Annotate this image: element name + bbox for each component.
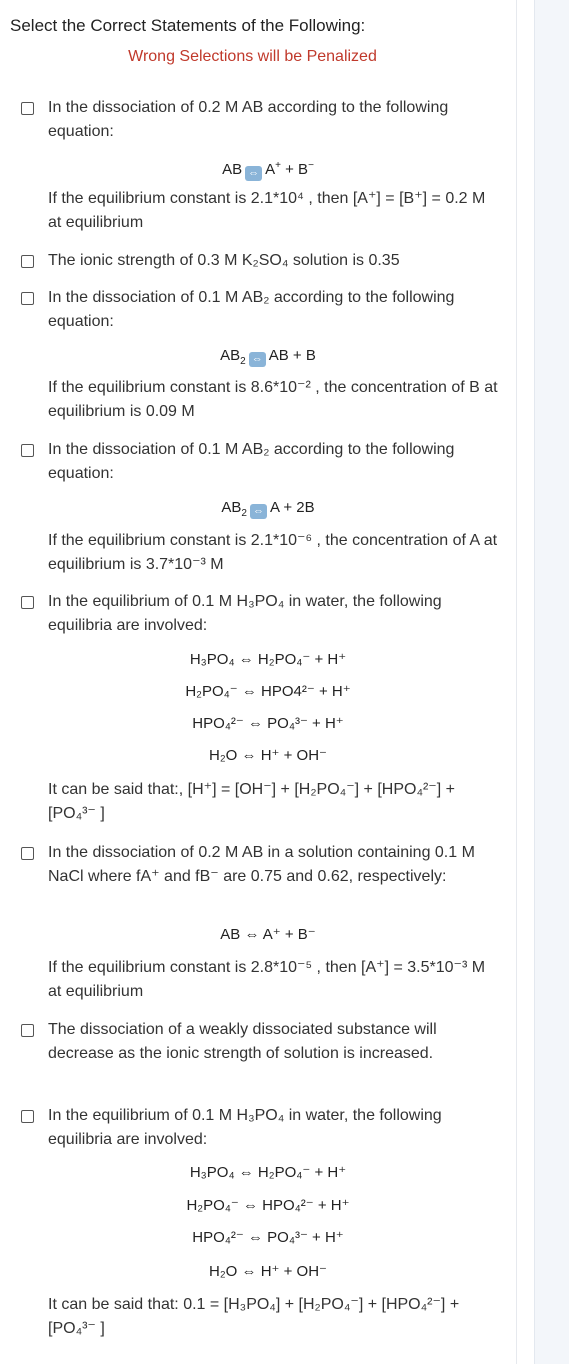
option-7-checkbox[interactable] [21, 1024, 34, 1037]
option-8-checkbox[interactable] [21, 1110, 34, 1123]
equilibrium-arrow-icon: ⇔ [249, 352, 266, 367]
option-3-equation-1-left: $AB_2$ [220, 347, 246, 367]
option-2-checkbox[interactable] [21, 255, 34, 268]
option-5-checkbox[interactable] [21, 596, 34, 609]
option-8[interactable] [18, 1104, 498, 1152]
option-1-intro: In the dissociation of 0.2 M AB according to the following equation: [48, 99, 449, 140]
option-7-intro: The dissociation of a weakly dissociated substance will decrease as the ionic strength of solution is increased. [48, 1021, 437, 1062]
option-4-intro: In the dissociation of 0.1 M AB₂ according to the following equation: [48, 441, 455, 482]
option-8-equation-1: H₃PO₄ ⇔ H₂PO₄⁻ + H⁺ [189, 1164, 347, 1181]
option-3-checkbox[interactable] [21, 292, 34, 305]
option-5-equation-3: HPO₄²⁻ ⇔ PO₄³⁻ + H⁺ [192, 715, 344, 732]
equilibrium-arrow-icon: ⇔ [245, 166, 262, 181]
option-4[interactable] [18, 438, 498, 486]
option-2-intro: The ionic strength of 0.3 M K₂SO₄ solution is 0.35 [48, 252, 400, 269]
option-5-equation-1: H₃PO₄ ⇔ H₂PO₄⁻ + H⁺ [189, 651, 347, 668]
option-5-conclusion: It can be said that:, [H⁺] = [OH⁻] + [H₂PO₄⁻] + [HPO₄²⁻] + [PO₄³⁻ ] [48, 781, 455, 822]
option-1-equation-1-right: A+ + B− [265, 160, 314, 178]
option-6-intro: In the dissociation of 0.2 M AB in a solution containing 0.1 M NaCl where fA⁺ and fB⁻ are 0.75 and 0.62, respectively: [48, 844, 475, 885]
option-5[interactable] [18, 590, 498, 638]
option-6-equation-1: AB ⇔ A⁺ + B⁻ [220, 926, 316, 943]
option-6-checkbox[interactable] [21, 847, 34, 860]
option-3[interactable] [18, 286, 498, 334]
option-2[interactable] [18, 249, 498, 273]
option-8-equation-2: H₂PO₄⁻ ⇔ HPO₄²⁻ + H⁺ [186, 1197, 350, 1214]
option-8-conclusion: It can be said that: 0.1 = [H₃PO₄] + [H₂PO₄⁻] + [HPO₄²⁻] + [PO₄³⁻ ] [48, 1296, 460, 1337]
option-5-equation-4: H₂O ⇔ H⁺ + OH⁻ [209, 747, 327, 764]
panel-gap [518, 0, 534, 1364]
option-5-intro: In the equilibrium of 0.1 M H₃PO₄ in water, the following equilibria are involved: [48, 593, 442, 634]
option-3-intro: In the dissociation of 0.1 M AB₂ according to the following equation: [48, 289, 455, 330]
option-4-conclusion: If the equilibrium constant is 2.1*10⁻⁶ , the concentration of A at equilibrium is 3.7*10⁻³ M [48, 532, 498, 573]
option-3-equation-1-right: AB + B [268, 347, 316, 364]
option-1-conclusion: If the equilibrium constant is 2.1*10⁴ , then [A⁺] = [B⁺] = 0.2 M at equilibrium [48, 190, 486, 231]
option-4-equation-1-right: A + 2B [269, 499, 315, 516]
option-8-equation-3: HPO₄²⁻ ⇔ PO₄³⁻ + H⁺ [192, 1229, 344, 1246]
option-1-checkbox[interactable] [21, 102, 34, 115]
option-8-intro: In the equilibrium of 0.1 M H₃PO₄ in water, the following equilibria are involved: [48, 1107, 442, 1148]
penalty-warning: Wrong Selections will be Penalized [128, 48, 377, 65]
option-6[interactable] [18, 841, 498, 889]
option-8-equation-4: H₂O ⇔ H⁺ + OH⁻ [209, 1263, 327, 1280]
equilibrium-arrow-icon: ⇔ [250, 504, 267, 519]
option-4-equation-1 [48, 498, 488, 524]
option-1-equation-1 [48, 156, 488, 181]
option-1-equation-1-left: AB [222, 161, 243, 178]
option-4-checkbox[interactable] [21, 444, 34, 457]
option-4-equation-1-left: $AB_2$ [221, 499, 247, 519]
option-6-conclusion: If the equilibrium constant is 2.8*10⁻⁵ , then [A⁺] = 3.5*10⁻³ M at equilibrium [48, 959, 486, 1000]
option-1[interactable] [18, 96, 498, 144]
option-5-equation-2: H₂PO₄⁻ ⇔ HPO4²⁻ + H⁺ [185, 683, 351, 700]
option-3-conclusion: If the equilibrium constant is 8.6*10⁻² , the concentration of B at equilibrium is 0.09 M [48, 379, 498, 420]
page-title: Select the Correct Statements of the Following: [10, 16, 366, 35]
side-panel [534, 0, 569, 1364]
option-7[interactable] [18, 1018, 498, 1066]
option-3-equation-1 [48, 346, 488, 372]
